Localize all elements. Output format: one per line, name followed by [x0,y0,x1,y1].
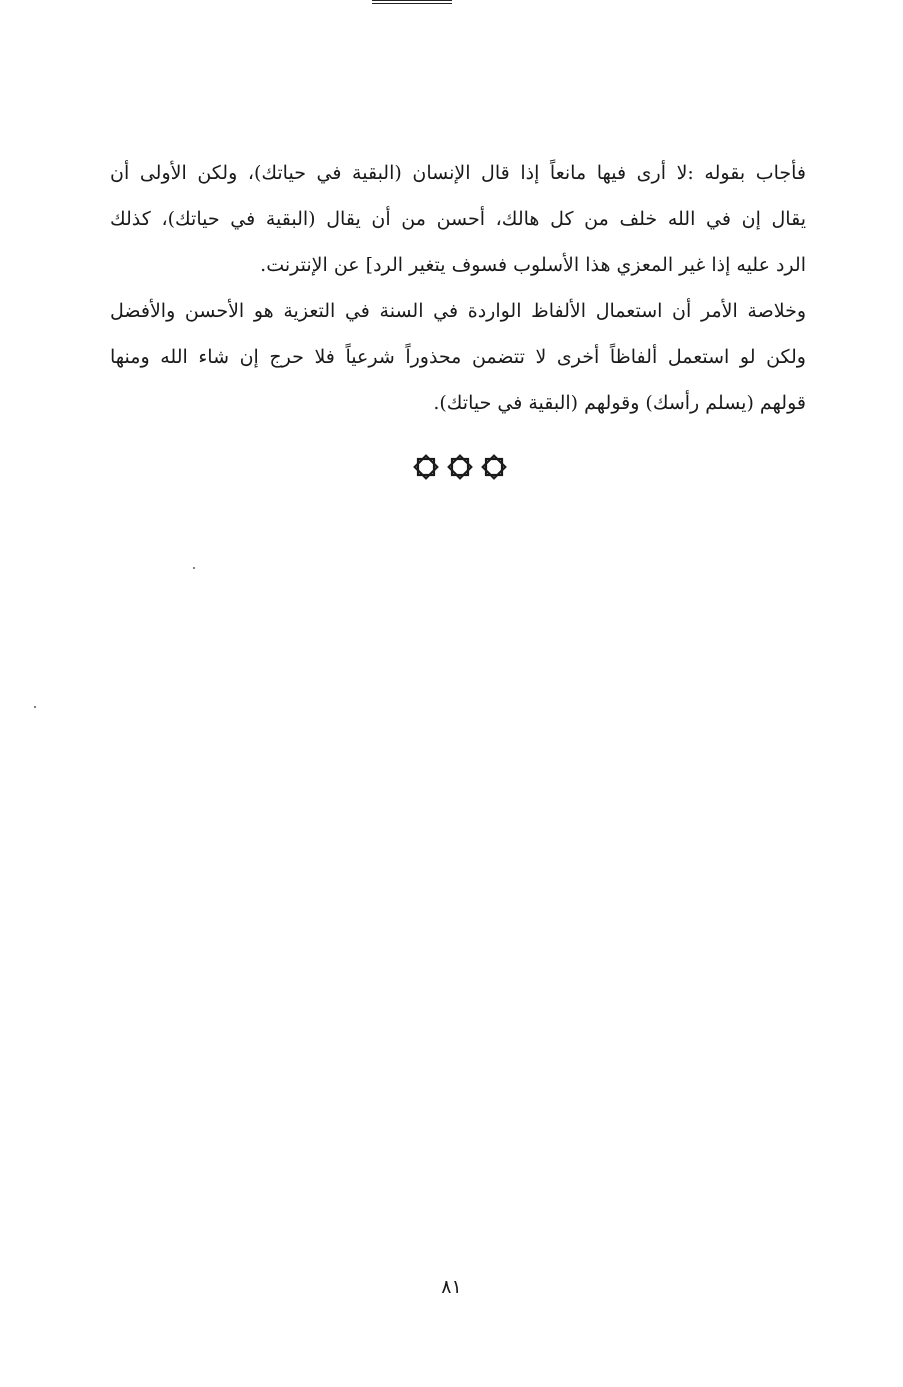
text-line-5: ولكن لو استعمل ألفاظاً أخرى لا تتضمن محذوراً شرعياً فلا حرج إن شاء الله ومنها [110,346,806,368]
text-line-3: الرد عليه إذا غير المعزي هذا الأسلوب فسوف يتغير الرد] عن الإنترنت. [260,254,806,276]
section-divider-ornament [412,452,508,482]
header-rule [372,0,452,4]
eight-point-star-icon [480,453,508,481]
text-line-1: فأجاب بقوله :لا أرى فيها مانعاً إذا قال الإنسان (البقية في حياتك)، ولكن الأولى أن [110,162,806,184]
text-line-6: قولهم (يسلم رأسك) وقولهم (البقية في حياتك). [433,392,806,414]
eight-point-star-icon [446,453,474,481]
eight-point-star-icon [412,453,440,481]
body-text [110,150,806,426]
scan-speck [34,706,36,708]
scan-speck [193,567,195,569]
text-line-4: وخلاصة الأمر أن استعمال الألفاظ الواردة في السنة في التعزية هو الأحسن والأفضل [110,300,806,322]
text-line-2: يقال إن في الله خلف من كل هالك، أحسن من أن يقال (البقية في حياتك)، كذلك [110,208,806,230]
page-number: ٨١ [441,1276,462,1298]
